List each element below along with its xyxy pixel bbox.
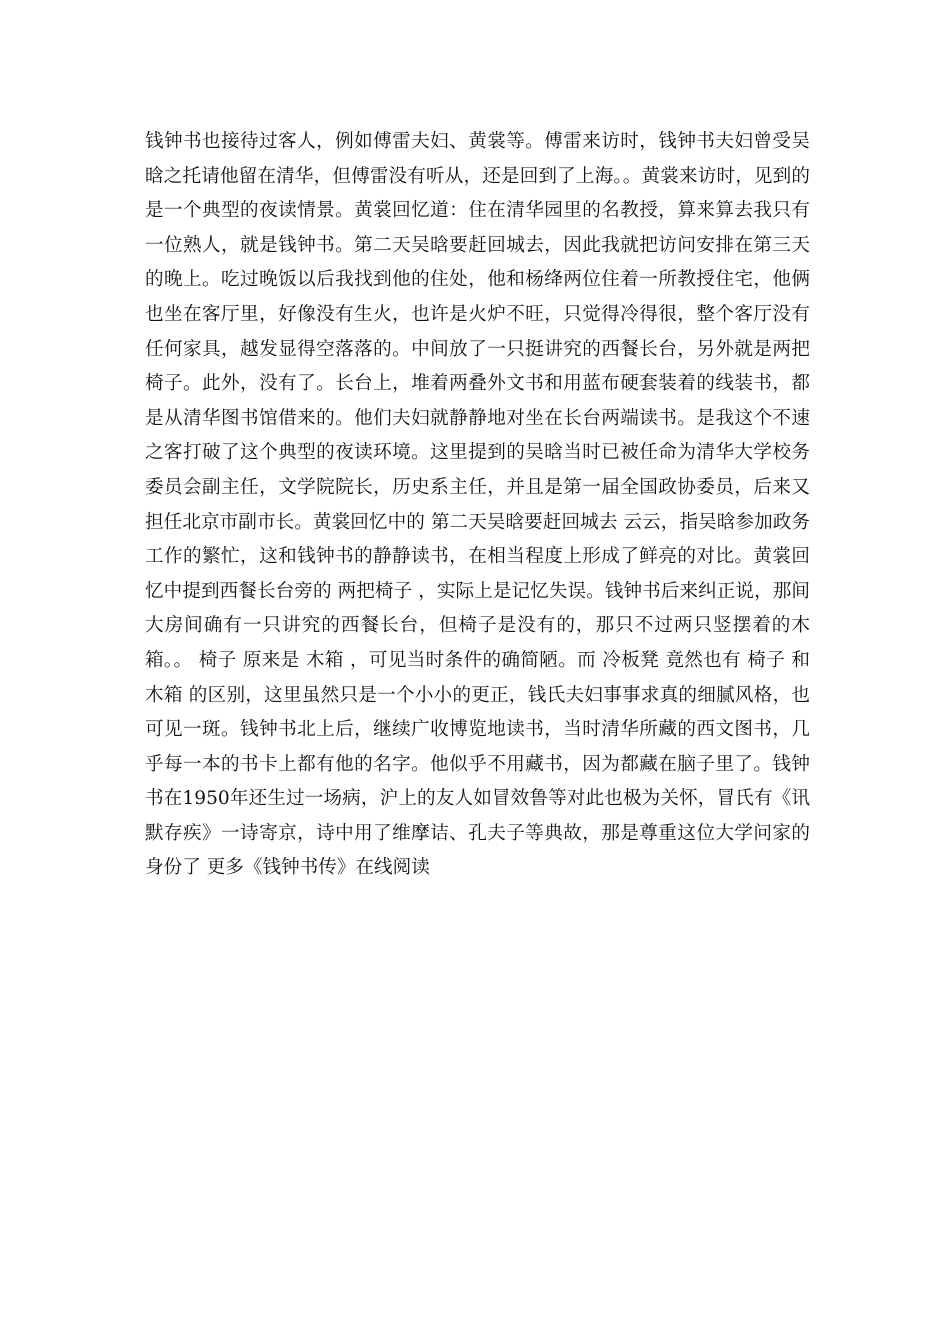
body-paragraph: 钱钟书也接待过客人，例如傅雷夫妇、黄裳等。傅雷来访时，钱钟书夫妇曾受吴晗之托请他留在清华，但傅雷没有听从，还是回到了上海。。黄裳来访时，见到的是一个典型的夜读情景。黄裳回忆道：住在清华园里的名教授，算来算去我只有一位熟人，就是钱钟书。第二天吴晗要赶回城去，因此我就把访问安排在第三天的晚上。吃过晚饭以后我找到他的住处，他和杨绛两位住着一所教授住宅，他俩也坐在客厅里，好像没有生火，也许是火炉不旺，只觉得冷得很，整个客厅没有任何家具，越发显得空落落的。中间放了一只挺讲究的西餐长台，另外就是两把椅子。此外，没有了。长台上，堆着两叠外文书和用蓝布硬套装着的线装书，都是从清华图书馆借来的。他们夫妇就静静地对坐在长台两端读书。是我这个不速之客打破了这个典型的夜读环境。这里提到的吴晗当时已被任命为清华大学校务委员会副主任，文学院院长，历史系主任，并且是第一届全国政协委员，后来又担任北京市副市长。黄裳回忆中的 第二天吴晗要赶回城去 云云，指吴晗参加政务工作的繁忙，这和钱钟书的静静读书，在相当程度上形成了鲜亮的对比。黄裳回忆中提到西餐长台旁的 两把椅子 ，实际上是记忆失误。钱钟书后来纠正说，那间大房间确有一只讲究的西餐长台，但椅子是没有的，那只不过两只竖摆着的木箱。。 椅子 原来是 木箱 ，可见当时条件的确简陋。而 冷板凳 竟然也有 椅子 和 木箱 的区别，这里虽然只是一个小小的更正，钱氏夫妇事事求真的细腻风格，也可见一斑。钱钟书北上后，继续广收博览地读书，当时清华所藏的西文图书，几乎每一本的书卡上都有他的名字。他似乎不用藏书，因为都藏在脑子里了。钱钟书在1950年还生过一场病，沪上的友人如冒效鲁等对此也极为关怀，冒氏有《讯默存疾》一诗寄京，诗中用了维摩诘、孔夫子等典故，那是尊重这位大学问家的身份了 更多《钱钟书传》在线阅读 [145,131,816,879]
